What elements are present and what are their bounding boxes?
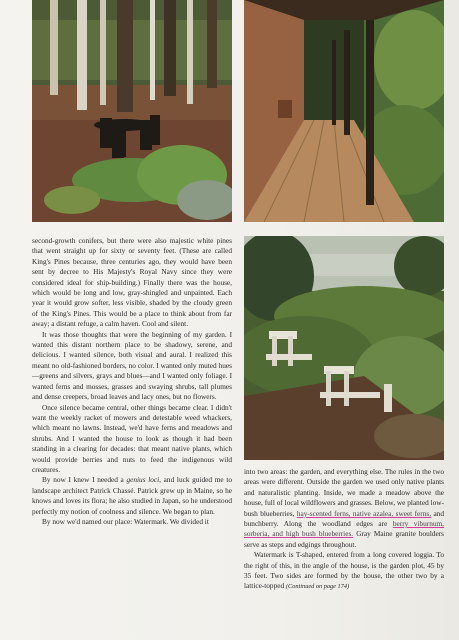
text-run: and bunchberry. Along the woodland edges are xyxy=(244,508,444,529)
italic-term: genius loci xyxy=(126,475,160,485)
paragraph: It was those thoughts that were the beginning of my garden. I wanted this distant northern place to be shadowy, serene, and delicious. I wanted silence, both visual and aural. I realized this meant no old-fashioned borders, no color. I wanted only muted hues—greens and silvers, grays and blues—and I wanted only foliage. I wanted ferns and mosses, grasses and swaying shrubs, tall plumes and dense creepers, broad leaves and lacy ones, but no flowers. xyxy=(32,329,232,402)
text-run: , and luck guided me to landscape architect Patrick Chassé. Patrick grew up in Maine, so he knows and loves its flora; he also studied in Japan, so he understood perfectly my notion of coolness and silence. We began to plan. xyxy=(32,475,232,516)
text-run: Gray Maine granite boulders serve as steps and edgings throughout. xyxy=(244,529,444,549)
continued-note: (Continued on page 174) xyxy=(285,583,350,591)
porch-photo xyxy=(244,0,444,222)
adirondack-chairs-photo xyxy=(244,236,444,460)
highlighted-plants-2: berry viburnum, sorberia, and high bush blueberries. xyxy=(244,519,445,539)
right-text-column xyxy=(244,467,444,593)
paragraph: Once silence became central, other things became clear. I didn't want the weekly racket of mowers and detestable weed whackers, which meant no lawns. Instead, we'd have ferns and meadows and shrubs. And I wanted the house to look as though it had been standing in a clearing for decades: that meant native plants, which would provide berries and nuts to feed the indigenous wild creatures. xyxy=(32,402,232,474)
paragraph: second-growth conifers, but there were also majestic white pines that went straight up for sixty or seventy feet. (These are called King's Pines because, three centuries ago, they would have been sent by decree to His Majesty's Royal Navy since they were considered ideal for ship-building.) Finally there was the house, which would be long and low, gray-shingled and unpainted. Each year it would grow softer, less visible, shaded by the cloudy green of the King's Pines. This would be a place to think about from far away; a distant refuge, a calm haven. Cool and silent. xyxy=(32,236,232,329)
paragraph xyxy=(244,467,444,550)
text-run: Watermark is T-shaped, entered from a long covered loggia. To the right of this, in the angle of the house, is the garden plot, 45 by 35 feet. Two sides are formed by the house, the other two by a lattice-topped xyxy=(244,550,444,591)
paragraph xyxy=(32,475,232,517)
highlighted-plants-1: hay-scented ferns, native azalea, sweet ferns, xyxy=(296,508,432,518)
forest-table-photo xyxy=(32,0,232,222)
left-text-column xyxy=(32,236,232,527)
paragraph xyxy=(244,550,444,593)
text-run: into two areas: the garden, and everything else. The rules in the two areas were different. Outside the garden we used only native plants and naturalistic planting. Inside, we made a meadow above the house, full of local wildflowers and grasses. Below, we planted low-bush blueberries, xyxy=(244,467,444,518)
paragraph: By now we'd named our place: Watermark. We divided it xyxy=(42,516,209,526)
text-run: By now I knew I needed a xyxy=(42,475,127,485)
